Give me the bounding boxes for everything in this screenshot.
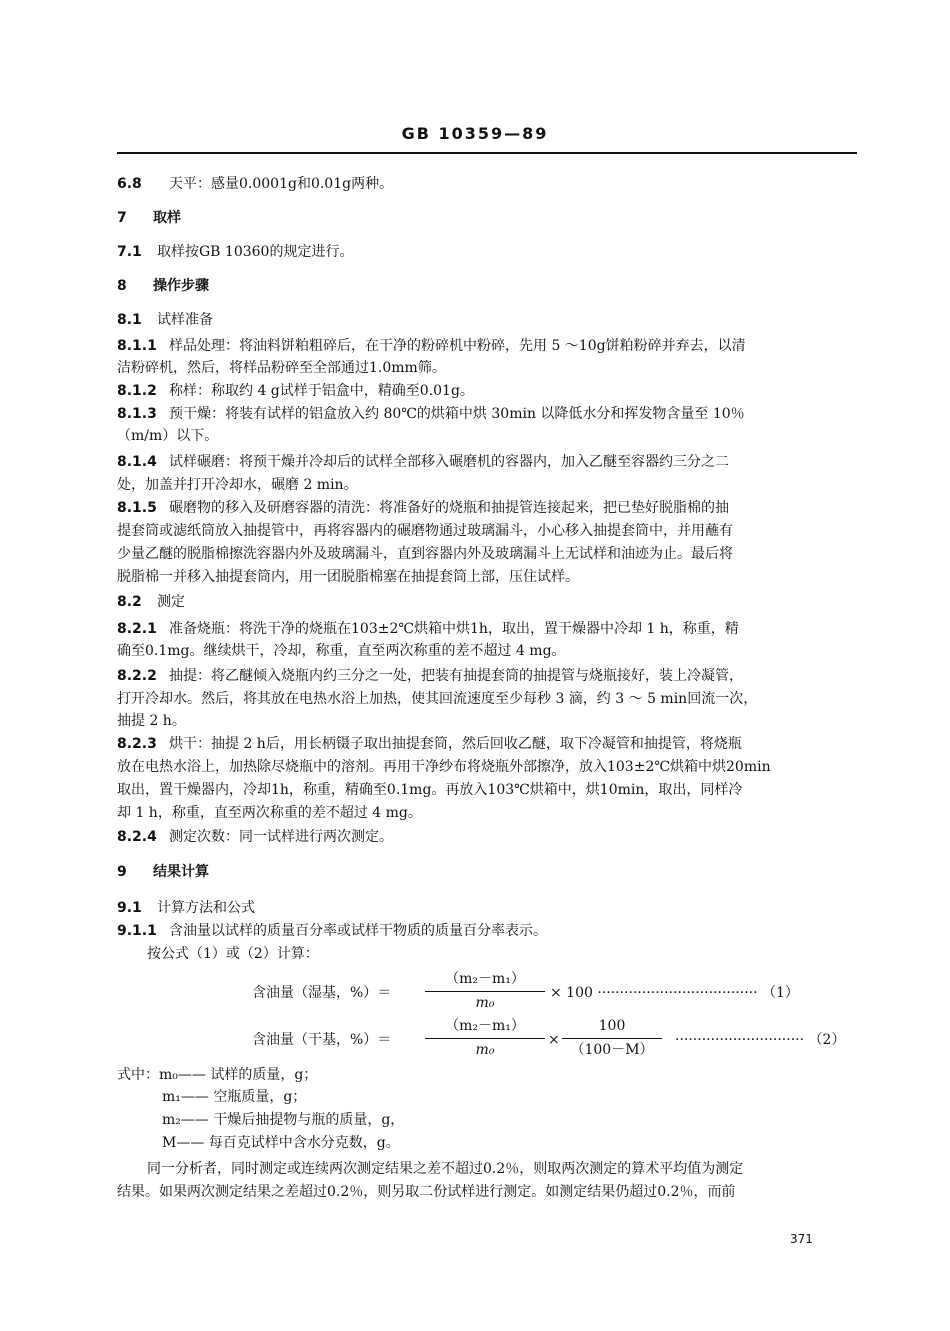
clause-text: 预干燥：将装有试样的铝盒放入约 80℃的烘箱中烘 30min 以降低水分和挥发物含量至 10％ <box>169 406 745 422</box>
paragraph-line: 却 1 h，称重，直至两次称重的差不超过 4 mg。 <box>117 805 422 821</box>
clause-8-2-2 <box>117 666 857 686</box>
paragraph-line: 打开冷却水。然后，将其放在电热水浴上加热，使其回流速度至少每秒 3 滴，约 3 ～ 5 min回流一次， <box>117 691 758 707</box>
clause-8-2-1 <box>117 619 857 639</box>
clause-number: 8.1.2 <box>117 383 157 399</box>
clause-text: 测定 <box>157 594 185 610</box>
section-number: 7 <box>117 210 127 226</box>
clause-8-1-2 <box>117 381 857 401</box>
clause-text: 称样：称取约 4 g试样于铝盒中，精确至0.01g。 <box>169 383 474 399</box>
clause-number: 8.1.4 <box>117 454 157 470</box>
clause-text: 测定次数：同一试样进行两次测定。 <box>169 829 393 845</box>
formula-2-numerator-2: 100 <box>598 1018 626 1034</box>
header-rule <box>117 152 857 154</box>
section-8-heading <box>117 276 857 296</box>
formula-2-label: 含油量（干基，%）＝ <box>252 1032 392 1048</box>
variable-m2: m₂—— 干燥后抽提物与瓶的质量，g， <box>162 1112 405 1128</box>
clause-8-1-1 <box>117 336 857 356</box>
clause-text: 取样按GB 10360的规定进行。 <box>157 244 354 260</box>
paragraph-line: 取出，置干燥器内，冷却1h，称重，精确至0.1mg。再放入103℃烘箱中，烘10min，取出，同样冷 <box>117 782 743 798</box>
paragraph-line: 抽提 2 h。 <box>117 713 186 729</box>
paragraph-line: 结果。如果两次测定结果之差超过0.2％，则另取二份试样进行测定。如测定结果仍超过0.2％，而前 <box>117 1184 736 1200</box>
section-title: 取样 <box>153 210 181 226</box>
section-9-heading <box>117 862 857 882</box>
clause-number: 7.1 <box>117 244 142 260</box>
formula-2-denominator-2: （100－M） <box>570 1042 654 1058</box>
clause-6-8 <box>117 174 857 194</box>
paragraph-line: 提套筒或滤纸筒放入抽提管中，再将容器内的碾磨物通过玻璃漏斗，小心移入抽提套筒中，并用蘸有 <box>117 523 733 539</box>
section-number: 9 <box>117 864 127 880</box>
clause-7-1 <box>117 242 857 262</box>
clause-text: 试样碾磨：将预干燥并冷却后的试样全部移入碾磨机的容器内，加入乙醚至容器约三分之二 <box>169 454 729 470</box>
section-title: 结果计算 <box>153 864 209 880</box>
clause-8-2-3 <box>117 734 857 754</box>
paragraph-line: 少量乙醚的脱脂棉擦洗容器内外及玻璃漏斗，直到容器内外及玻璃漏斗上无试样和油迹为止。最后将 <box>117 546 733 562</box>
variable-M: M—— 每百克试样中含水分克数，g。 <box>162 1135 400 1151</box>
section-7-heading <box>117 208 857 228</box>
clause-number: 8.2.1 <box>117 621 157 637</box>
formula-1-tail: × 100 ···································· （1） <box>550 985 799 1001</box>
clause-8-2 <box>117 592 857 612</box>
variable-m0: m₀—— 试样的质量，g； <box>159 1067 318 1083</box>
formula-2-tail: ····························· （2） <box>675 1032 846 1048</box>
formula-intro: 按公式（1）或（2）计算： <box>147 946 319 962</box>
formula-2-multiply: × <box>548 1032 560 1048</box>
clause-text: 计算方法和公式 <box>157 900 255 916</box>
clause-text: 碾磨物的移入及研磨容器的清洗：将准备好的烧瓶和抽提管连接起来，把已垫好脱脂棉的抽 <box>169 500 729 516</box>
clause-text: 试样准备 <box>157 312 213 328</box>
clause-text: 烘干：抽提 2 h后，用长柄镊子取出抽提套筒，然后回收乙醚，取下冷凝管和抽提管，将烧瓶 <box>169 736 742 752</box>
page-number: 371 <box>790 1232 813 1246</box>
clause-8-1-4 <box>117 452 857 472</box>
clause-9-1-1 <box>117 921 857 941</box>
clause-8-1 <box>117 310 857 330</box>
section-number: 8 <box>117 278 127 294</box>
clause-9-1 <box>117 898 857 918</box>
clause-text: 样品处理：将油料饼粕粗碎后，在干净的粉碎机中粉碎，先用 5 ～10g饼粕粉碎并弃去，以清 <box>169 338 746 354</box>
clause-number: 8.1.3 <box>117 406 157 422</box>
document-header: GB 10359—89 <box>401 124 549 143</box>
clause-number: 8.1.1 <box>117 338 157 354</box>
formula-1-label: 含油量（湿基，%）＝ <box>252 985 392 1001</box>
clause-number: 8.2 <box>117 594 142 610</box>
variable-m1: m₁—— 空瓶质量，g； <box>162 1089 307 1105</box>
formula-2-denominator: m₀ <box>475 1042 495 1058</box>
section-title: 操作步骤 <box>153 278 209 294</box>
formula-1-fraction-bar <box>425 991 545 992</box>
paragraph-line: 确至0.1mg。继续烘干，冷却，称重，直至两次称重的差不超过 4 mg。 <box>117 643 566 659</box>
paragraph-line: 同一分析者，同时测定或连续两次测定结果之差不超过0.2％，则取两次测定的算术平均值为测定 <box>147 1161 744 1177</box>
clause-number: 9.1.1 <box>117 923 157 939</box>
clause-text: 抽提：将乙醚倾入烧瓶内约三分之一处，把装有抽提套筒的抽提管与烧瓶接好，装上冷凝管， <box>169 668 743 684</box>
paragraph-line: 洁粉碎机，然后，将样品粉碎至全部通过1.0mm筛。 <box>117 360 446 376</box>
clause-number: 8.2.3 <box>117 736 157 752</box>
clause-number: 6.8 <box>117 176 142 192</box>
clause-text: 准备烧瓶：将洗干净的烧瓶在103±2℃烘箱中烘1h，取出，置干燥器中冷却 1 h，称重，精 <box>169 621 739 637</box>
clause-text: 含油量以试样的质量百分率或试样干物质的质量百分率表示。 <box>169 923 547 939</box>
clause-number: 8.1.5 <box>117 500 157 516</box>
paragraph-line: 放在电热水浴上，加热除尽烧瓶中的溶剂。再用干净纱布将烧瓶外部擦净，放入103±2℃烘箱中烘20min <box>117 759 771 775</box>
paragraph-line: 处，加盖并打开冷却水，碾磨 2 min。 <box>117 477 358 493</box>
paragraph-line: 脱脂棉一并移入抽提套筒内，用一团脱脂棉塞在抽提套筒上部，压住试样。 <box>117 569 579 585</box>
clause-text: 天平：感量0.0001g和0.01g两种。 <box>169 176 394 192</box>
paragraph-line: （m/m）以下。 <box>117 428 219 444</box>
formula-2-numerator: （m₂－m₁） <box>445 1018 525 1034</box>
clause-8-1-3 <box>117 404 857 424</box>
where-label: 式中： <box>117 1067 159 1083</box>
formula-1-denominator: m₀ <box>475 995 495 1011</box>
clause-number: 8.1 <box>117 312 142 328</box>
formula-2-fraction-bar-2 <box>562 1038 662 1039</box>
clause-8-1-5 <box>117 498 857 518</box>
clause-number: 8.2.4 <box>117 829 157 845</box>
where-intro <box>117 1065 857 1085</box>
clause-number: 9.1 <box>117 900 142 916</box>
formula-1-numerator: （m₂－m₁） <box>445 971 525 987</box>
clause-8-2-4 <box>117 827 857 847</box>
clause-number: 8.2.2 <box>117 668 157 684</box>
formula-2-fraction-bar <box>425 1038 545 1039</box>
